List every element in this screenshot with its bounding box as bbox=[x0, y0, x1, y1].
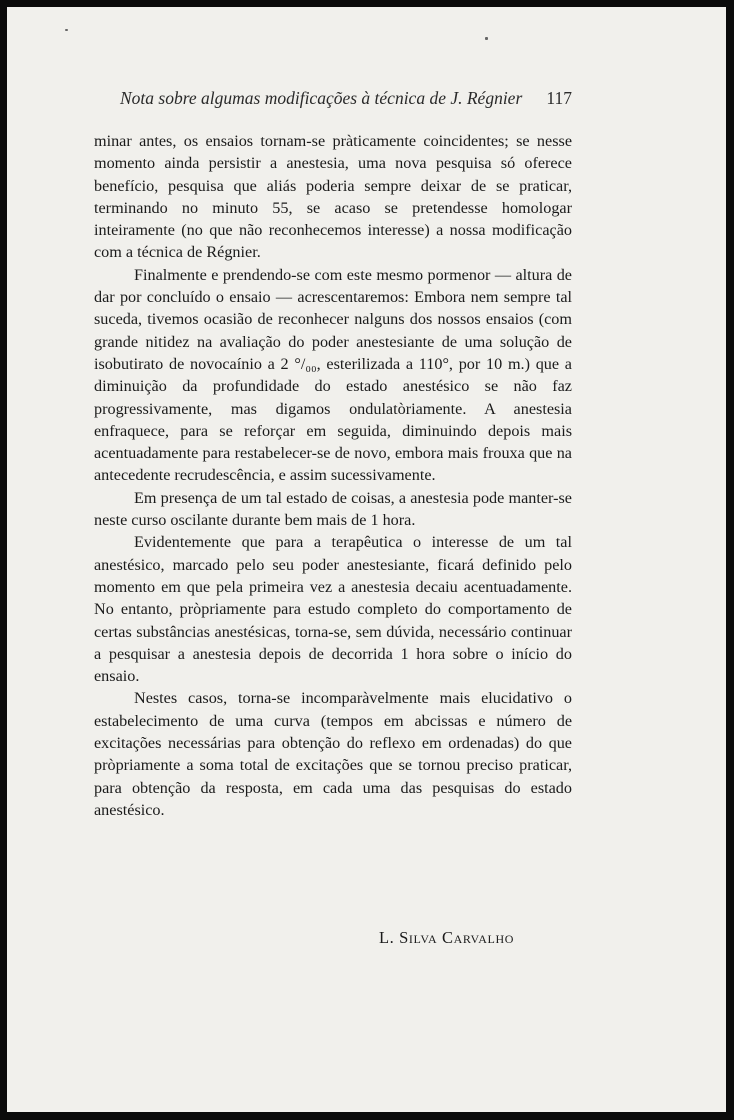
scan-speck bbox=[485, 37, 488, 40]
page-number: 117 bbox=[546, 88, 572, 108]
running-title: Nota sobre algumas modificações à técnica de J. Régnier bbox=[120, 88, 523, 108]
paragraph-continuation: minar antes, os ensaios tornam-se pràticamente coincidentes; se nesse momento ainda persistir a anestesia, uma nova pesquisa só oferece benefício, pesquisa que aliás poderia sempre deixar de se praticar, terminando no minuto 55, se acaso se pretendesse homologar inteiramente (no que não reconhecemos interesse) a nossa modificação com a técnica de Régnier. bbox=[94, 132, 572, 262]
paragraph: Finalmente e prendendo-se com este mesmo pormenor — altura de dar por concluído o ensaio — acrescentaremos: Embora nem sempre tal suceda, tivemos ocasião de reconhecer nalguns dos nossos ensaios (com grande nitidez na avaliação do poder anestesiante de uma solução de isobutirato de novocaínio a 2 °/₀₀, esterilizada a 110°, por 10 m.) que a diminuição da profundidade do estado anestésico se não faz progressivamente, mas digamos ondulatòriamente. A anestesia enfraquece, para se reforçar em seguida, diminuindo depois mais acentuadamente para restabelecer-se de novo, embora mais frouxa que na antecedente recrudescência, e assim sucessivamente. bbox=[94, 265, 572, 485]
author-signature: L. Silva Carvalho bbox=[379, 928, 515, 947]
page-header bbox=[120, 88, 572, 114]
paragraph: Evidentemente que para a terapêutica o interesse de um tal anestésico, marcado pelo seu poder anestesiante, ficará definido pelo momento em que pela primeira vez a anestesia decaiu acentuadamente. No entanto, pròpriamente para estudo completo do comportamento de certas substâncias anestésicas, torna-se, sem dúvida, necessário continuar a pesquisar a anestesia depois de decorrida 1 hora sobre o início do ensaio. bbox=[94, 533, 572, 686]
scan-speck bbox=[65, 29, 68, 31]
paragraph: Nestes casos, torna-se incomparàvelmente mais elucidativo o estabelecimento de uma curva (tempos em abcissas e número de excitações necessárias para obtenção do reflexo em ordenadas) do que pròpriamente a soma total de excitações que se tornou preciso praticar, para obtenção da resposta, em cada uma das pesquisas do estado anestésico. bbox=[94, 689, 572, 819]
body-text bbox=[94, 130, 572, 821]
paragraph: Em presença de um tal estado de coisas, a anestesia pode manter-se neste curso oscilante durante bem mais de 1 hora. bbox=[94, 488, 572, 530]
